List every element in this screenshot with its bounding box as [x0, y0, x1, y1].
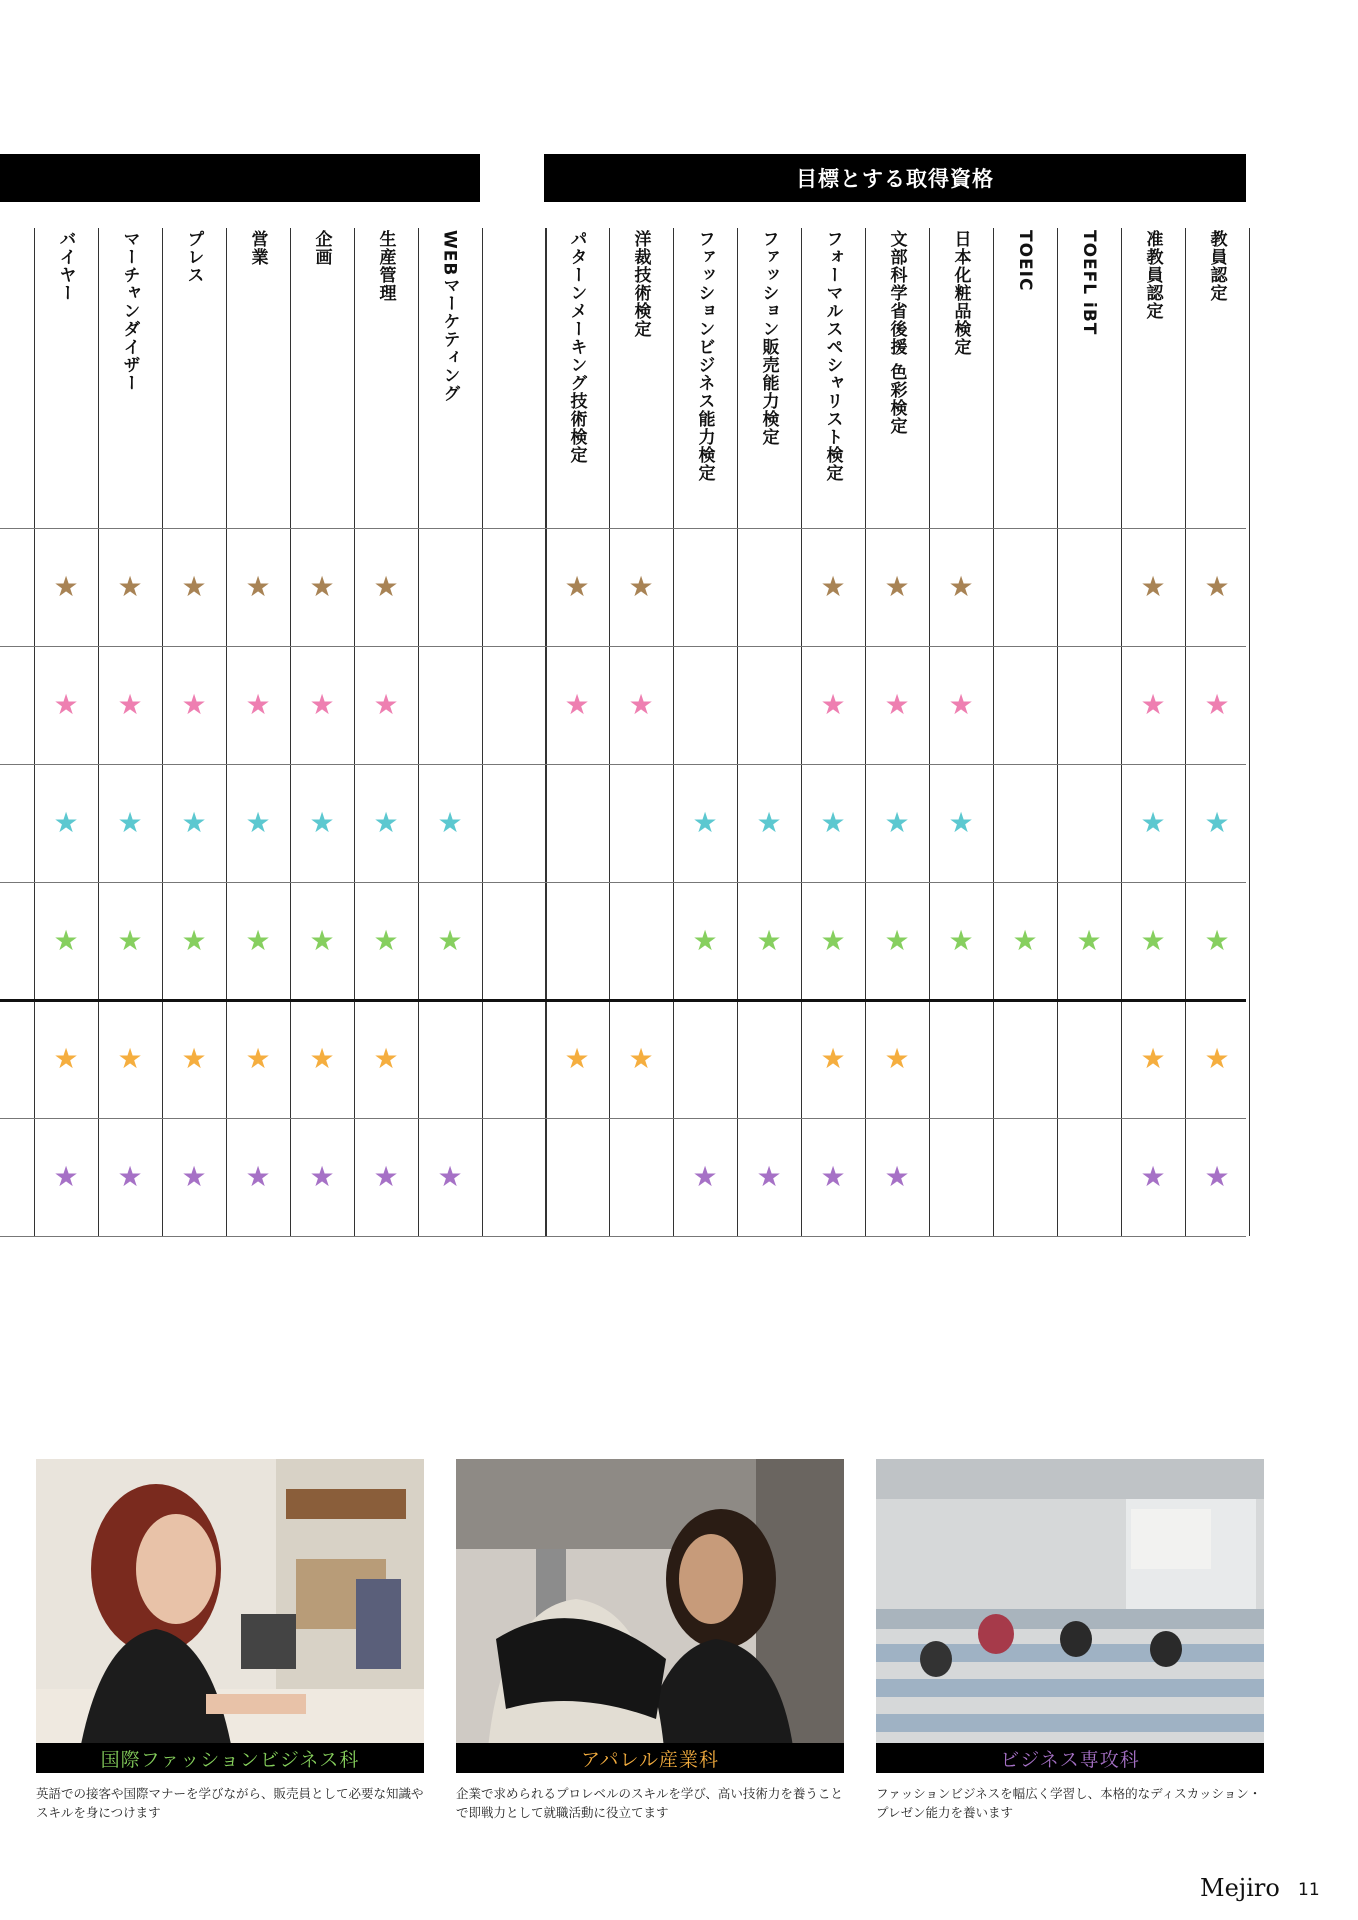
qualification-star: ★ [756, 924, 782, 957]
qualification-star: ★ [245, 924, 271, 957]
qualification-star: ★ [373, 806, 399, 839]
qualification-star: ★ [1012, 924, 1038, 957]
column-header-right-9 [1124, 230, 1182, 520]
qualification-star: ★ [564, 1042, 590, 1075]
column-header-label: フォーマルスペシャリスト検定 [822, 230, 843, 482]
qualification-star: ★ [181, 924, 207, 957]
dept-name: アパレル産業科 [580, 1748, 719, 1771]
photo-apparel-industry [456, 1459, 844, 1773]
grid-line [98, 228, 99, 1236]
qualification-star: ★ [948, 924, 974, 957]
qualification-star: ★ [245, 1042, 271, 1075]
column-header-label: バイヤー [55, 230, 76, 302]
qualification-star: ★ [692, 1160, 718, 1193]
qualification-star: ★ [117, 924, 143, 957]
grid-line [1057, 228, 1058, 1236]
qualification-star: ★ [1204, 806, 1230, 839]
qualification-star: ★ [1140, 570, 1166, 603]
qualification-star: ★ [437, 1160, 463, 1193]
qualification-star: ★ [756, 1160, 782, 1193]
qualification-star: ★ [117, 570, 143, 603]
qualification-star: ★ [628, 688, 654, 721]
qualification-star: ★ [564, 688, 590, 721]
qualification-star: ★ [820, 688, 846, 721]
grid-line [1121, 228, 1122, 1236]
qualification-star: ★ [1140, 1160, 1166, 1193]
row-divider [0, 1236, 1246, 1237]
qualification-star: ★ [245, 806, 271, 839]
qualification-star: ★ [628, 570, 654, 603]
column-header-label: 文部科学省後援 色彩検定 [886, 230, 907, 435]
qualification-star: ★ [181, 570, 207, 603]
row-divider [0, 1118, 1246, 1119]
qualification-star: ★ [117, 1160, 143, 1193]
qualification-star: ★ [1204, 688, 1230, 721]
qualification-star: ★ [309, 570, 335, 603]
column-header-label: 教員認定 [1206, 230, 1227, 302]
qualification-star: ★ [309, 924, 335, 957]
dept-label-business [876, 1743, 1264, 1773]
column-header-left-7 [485, 230, 543, 520]
qualification-star: ★ [181, 806, 207, 839]
column-header-right-4 [804, 230, 862, 520]
qualification-star: ★ [628, 1042, 654, 1075]
grid-line [354, 228, 355, 1236]
qualification-star: ★ [756, 806, 782, 839]
qualification-star: ★ [1140, 806, 1166, 839]
grid-line [545, 228, 546, 1236]
qualification-star: ★ [53, 570, 79, 603]
column-header-label: マーチャンダイザー [119, 230, 140, 392]
photo-international-fashion [36, 1459, 424, 1773]
qualification-star: ★ [245, 688, 271, 721]
qualification-star: ★ [53, 806, 79, 839]
qualification-star: ★ [1140, 688, 1166, 721]
qualification-star: ★ [1204, 1042, 1230, 1075]
qualification-star: ★ [692, 806, 718, 839]
qualification-star: ★ [117, 806, 143, 839]
qualification-star: ★ [181, 688, 207, 721]
qualification-star: ★ [53, 688, 79, 721]
grid-line [162, 228, 163, 1236]
column-header-right-1 [612, 230, 670, 520]
qualification-star: ★ [309, 688, 335, 721]
grid-line [929, 228, 930, 1236]
qualification-star: ★ [373, 688, 399, 721]
grid-line [418, 228, 419, 1236]
grid-line [1249, 228, 1250, 1236]
qualification-star: ★ [309, 806, 335, 839]
column-header-label: 准教員認定 [1142, 230, 1163, 320]
qualification-star: ★ [948, 688, 974, 721]
brand-logo-text: Mejiro [1200, 1874, 1280, 1902]
column-header-label: TOEFL iBT [1079, 230, 1099, 336]
qualification-star: ★ [884, 688, 910, 721]
qualification-star: ★ [245, 570, 271, 603]
qualification-star: ★ [1204, 924, 1230, 957]
qualification-star: ★ [820, 570, 846, 603]
column-header-right-2 [676, 230, 734, 520]
qualification-star: ★ [373, 570, 399, 603]
qualification-star: ★ [692, 924, 718, 957]
grid-line [993, 228, 994, 1236]
column-header-label: TOEIC [1015, 230, 1035, 292]
grid-line [609, 228, 610, 1236]
column-header-label: ファッション販売能力検定 [758, 230, 779, 446]
qualification-star: ★ [53, 1160, 79, 1193]
column-header-label: プレス [183, 230, 204, 284]
column-header-right-5 [868, 230, 926, 520]
column-header-right-6 [932, 230, 990, 520]
qualification-star: ★ [564, 570, 590, 603]
qualification-star: ★ [437, 924, 463, 957]
page-number: 11 [1298, 1880, 1320, 1900]
column-header-left-6 [421, 230, 479, 520]
dept-name: 国際ファッションビジネス科 [100, 1748, 360, 1771]
column-header-left-4 [293, 230, 351, 520]
dept-description: 英語での接客や国際マナーを学びながら、販売員として必要な知識やスキルを身につけます [36, 1786, 424, 1820]
grid-line [482, 228, 483, 1236]
column-header-left-0 [37, 230, 95, 520]
row-divider [0, 764, 1246, 765]
qualification-star: ★ [820, 924, 846, 957]
row-divider [0, 882, 1246, 883]
qualification-star: ★ [820, 1160, 846, 1193]
photo-business-course [876, 1459, 1264, 1773]
qualification-star: ★ [309, 1042, 335, 1075]
dept-name: ビジネス専攻科 [1000, 1748, 1140, 1771]
qualification-star: ★ [53, 1042, 79, 1075]
qualification-star: ★ [181, 1042, 207, 1075]
column-header-label: WEBマーケティング [439, 230, 460, 403]
qualification-star: ★ [117, 688, 143, 721]
column-header-left-1 [101, 230, 159, 520]
column-header-right-7 [996, 230, 1054, 520]
qualification-star: ★ [884, 806, 910, 839]
qualification-star: ★ [884, 1160, 910, 1193]
column-header-right-8 [1060, 230, 1118, 520]
qualification-star: ★ [948, 806, 974, 839]
grid-line [546, 228, 547, 1236]
column-header-left-3 [229, 230, 287, 520]
column-header-left-5 [357, 230, 415, 520]
column-header-label: 洋裁技術検定 [630, 230, 651, 338]
column-header-label: 営業 [247, 230, 268, 266]
column-header-label: ファッションビジネス能力検定 [694, 230, 715, 482]
qualification-star: ★ [309, 1160, 335, 1193]
qualification-star: ★ [948, 570, 974, 603]
column-header-right-3 [740, 230, 798, 520]
qualification-star: ★ [117, 1042, 143, 1075]
qualification-star: ★ [884, 1042, 910, 1075]
qualification-star: ★ [373, 1042, 399, 1075]
grid-line [34, 228, 35, 1236]
grid-line [737, 228, 738, 1236]
grid-line [1185, 228, 1186, 1236]
qualification-star: ★ [1140, 1042, 1166, 1075]
qualification-star: ★ [53, 924, 79, 957]
column-header-right-0 [548, 230, 606, 520]
grid-line [673, 228, 674, 1236]
column-header-label: パターンメーキング技術検定 [566, 230, 587, 464]
grid-line [226, 228, 227, 1236]
grid-line [865, 228, 866, 1236]
column-header-label: 企画 [311, 230, 332, 266]
dept-label-apparel [456, 1743, 844, 1773]
dept-description: 企業で求められるプロレベルのスキルを学び、高い技術力を養うことで即戦力として就職活動に役立てます [456, 1786, 843, 1820]
qualification-star: ★ [373, 1160, 399, 1193]
qualification-star: ★ [884, 570, 910, 603]
qualification-star: ★ [245, 1160, 271, 1193]
qualification-star: ★ [373, 924, 399, 957]
column-header-right-10 [1188, 230, 1246, 520]
grid-line [290, 228, 291, 1236]
row-divider [0, 528, 1246, 529]
dept-label-international-fashion [36, 1743, 424, 1773]
qualification-star: ★ [1204, 570, 1230, 603]
qualification-star: ★ [1140, 924, 1166, 957]
qualifications-title: 目標とする取得資格 [796, 167, 994, 191]
grid-line [801, 228, 802, 1236]
qualification-star: ★ [181, 1160, 207, 1193]
qualification-star: ★ [820, 1042, 846, 1075]
column-header-left-2 [165, 230, 223, 520]
qualification-star: ★ [437, 806, 463, 839]
qualification-star: ★ [1076, 924, 1102, 957]
dept-description: ファッションビジネスを幅広く学習し、本格的なディスカッション・プレゼン能力を養います [876, 1786, 1262, 1820]
group-divider [0, 999, 1246, 1002]
qualification-star: ★ [884, 924, 910, 957]
qualification-star: ★ [1204, 1160, 1230, 1193]
column-header-label: 日本化粧品検定 [950, 230, 971, 356]
column-header-label: 生産管理 [375, 230, 396, 302]
row-divider [0, 646, 1246, 647]
qualification-star: ★ [820, 806, 846, 839]
